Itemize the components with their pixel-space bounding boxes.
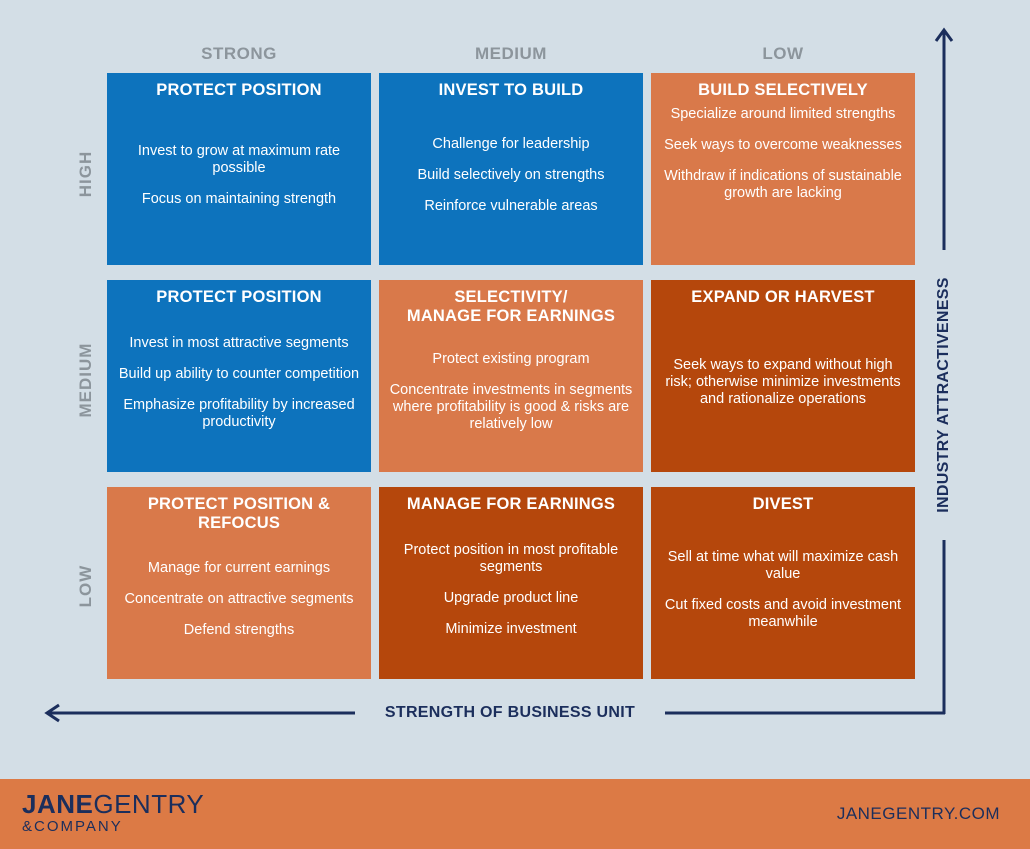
x-axis-label: STRENGTH OF BUSINESS UNIT (384, 704, 636, 721)
cell-item: Minimize investment (445, 620, 577, 637)
cell-item: Manage for current earnings (147, 559, 331, 576)
cell-item: Cut fixed costs and avoid investment meanwhile (664, 596, 902, 630)
cell-body (117, 533, 361, 671)
logo-jane-text: JANE (22, 789, 94, 819)
cell-body (661, 307, 905, 464)
cell-body (389, 326, 633, 464)
cell-title: PROTECT POSITION (156, 81, 322, 99)
cell-item: Seek ways to expand without high risk; otherwise minimize investments and rationalize operations (665, 357, 901, 407)
x-axis-arrowhead (47, 705, 59, 721)
y-axis-label: INDUSTRY ATTRACTIVENESS (935, 277, 952, 513)
strategy-cell (651, 487, 915, 679)
cell-item: Sell at time what will maximize cash value (667, 548, 899, 582)
cell-item: Build up ability to counter competition (118, 365, 360, 382)
footer (0, 779, 1030, 849)
company-logo (22, 791, 204, 834)
strategy-cell (379, 280, 643, 472)
column-header-low: LOW (762, 44, 804, 63)
cell-item: Challenge for leadership (432, 136, 590, 152)
cell-item: Withdraw if indications of sustainable growth are lacking (664, 168, 902, 201)
cell-title: BUILD SELECTIVELY (698, 81, 868, 99)
cell-item: Build selectively on strengths (417, 167, 605, 183)
strategy-cell (379, 487, 643, 679)
cell-body (117, 307, 361, 464)
strategy-cell (651, 280, 915, 472)
strategy-cell (651, 73, 915, 265)
cell-title: PROTECT POSITION & REFOCUS (147, 495, 331, 532)
cell-body (661, 100, 905, 257)
y-axis-arrowhead (936, 30, 952, 41)
column-header-strong: STRONG (201, 44, 277, 63)
cell-item: Concentrate investments in segments where profitability is good & risks are relatively low (389, 382, 633, 432)
cell-title: EXPAND OR HARVEST (691, 288, 875, 306)
cell-item: Seek ways to overcome weaknesses (664, 137, 902, 153)
logo-company-text: &COMPANY (22, 818, 123, 835)
cell-item: Defend strengths (183, 621, 295, 638)
row-header-low: LOW (76, 564, 95, 608)
logo-gentry-text: GENTRY (93, 789, 205, 819)
strategy-cell (107, 280, 371, 472)
cell-title: MANAGE FOR EARNINGS (406, 495, 616, 513)
website-url: JANEGENTRY.COM (836, 804, 1000, 823)
row-header-high: HIGH (76, 150, 95, 198)
cell-title: INVEST TO BUILD (438, 81, 584, 99)
cell-body (389, 514, 633, 671)
cell-item: Specialize around limited strengths (670, 106, 896, 122)
column-header-medium: MEDIUM (475, 44, 547, 63)
cell-title: DIVEST (752, 495, 814, 513)
row-header-medium: MEDIUM (76, 342, 95, 418)
cell-item: Invest in most attractive segments (129, 334, 349, 351)
cell-item: Concentrate on attractive segments (124, 590, 354, 607)
strategy-cell (379, 73, 643, 265)
cell-item: Emphasize profitability by increased productivity (123, 396, 355, 430)
cell-body (117, 100, 361, 257)
strategy-cell (107, 487, 371, 679)
cell-title: SELECTIVITY/ MANAGE FOR EARNINGS (406, 288, 616, 325)
strategy-cell (107, 73, 371, 265)
cell-title: PROTECT POSITION (156, 288, 322, 306)
cell-body (389, 100, 633, 257)
cell-body (661, 514, 905, 671)
cell-item: Invest to grow at maximum rate possible (137, 143, 341, 176)
cell-item: Reinforce vulnerable areas (424, 198, 598, 214)
cell-item: Upgrade product line (443, 589, 579, 606)
cell-item: Focus on maintaining strength (141, 191, 337, 207)
cell-item: Protect existing program (432, 351, 590, 367)
cell-item: Protect position in most profitable segments (403, 541, 619, 575)
